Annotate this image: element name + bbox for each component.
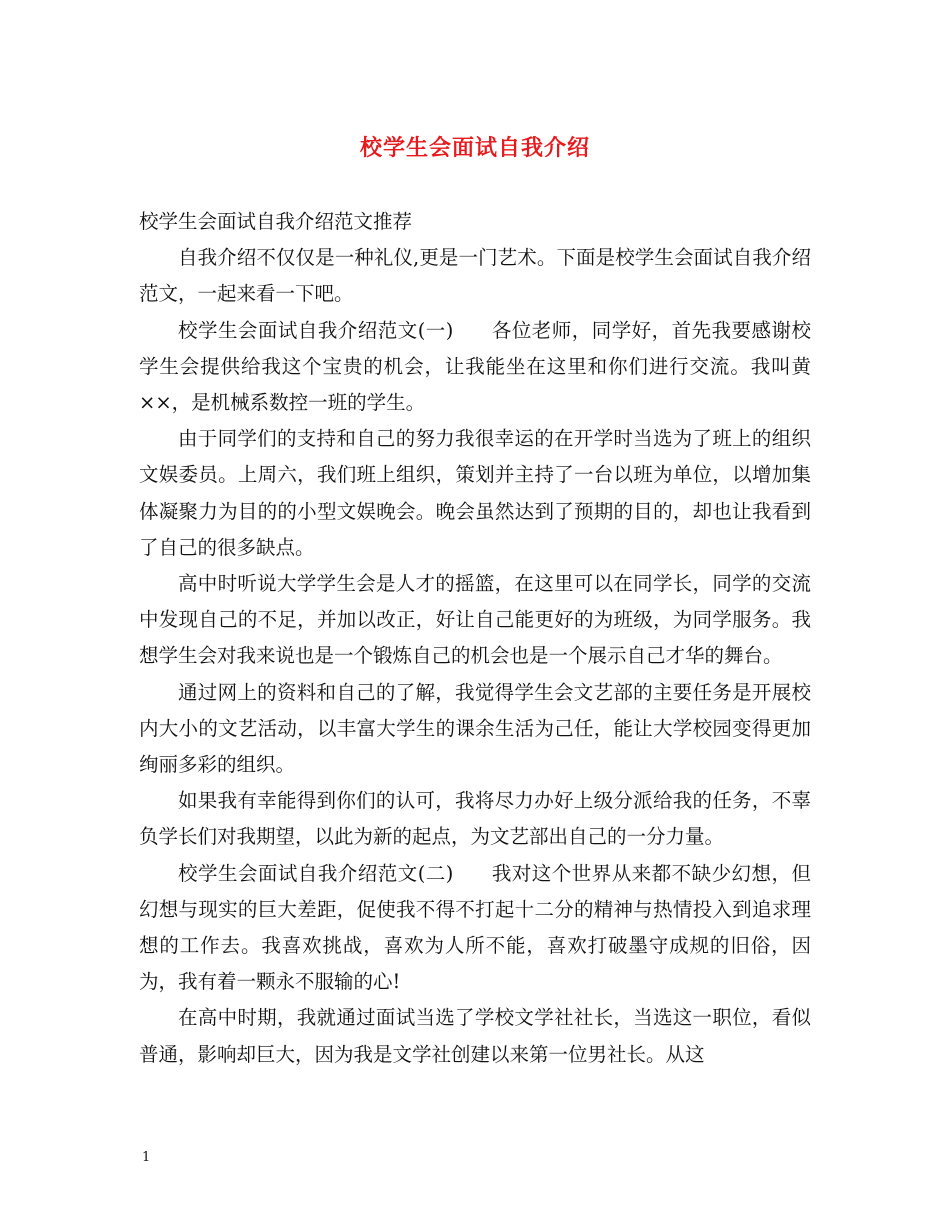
intro-paragraph: 自我介绍不仅仅是一种礼仪,更是一门艺术。下面是校学生会面试自我介绍范文，一起来看一下吧。 <box>139 246 811 306</box>
sample1-paragraph-4: 通过网上的资料和自己的了解，我觉得学生会文艺部的主要任务是开展校内大小的文艺活动，以丰富大学生的课余生活为己任，能让大学校园变得更加绚丽多彩的组织。 <box>139 680 811 777</box>
sample2-text-1: 我对这个世界从来都不缺少幻想，但幻想与现实的巨大差距，促使我不得不打起十二分的精神与热情投入到追求理想的工作去。我喜欢挑战，喜欢为人所不能，喜欢打破墨守成规的旧俗，因为，我有着一颗永不服输的心! <box>139 861 811 994</box>
sample1-paragraph-3: 高中时听说大学学生会是人才的摇篮，在这里可以在同学长，同学的交流中发现自己的不足，并加以改正，好让自己能更好的为班级，为同学服务。我想学生会对我来说也是一个锻炼自己的机会也是一个展示自己才华的舞台。 <box>139 572 811 668</box>
sample2-paragraph-2: 在高中时期，我就通过面试当选了学校文学社社长，当选这一职位，看似普通，影响却巨大，因为我是文学社创建以来第一位男社长。从这 <box>139 1006 811 1066</box>
sample1-heading: 校学生会面试自我介绍范文(一) <box>178 318 454 342</box>
document-body <box>139 204 811 1073</box>
sample1-paragraph-1 <box>139 313 811 422</box>
page-number: 1 <box>142 1150 151 1165</box>
subtitle: 校学生会面试自我介绍范文推荐 <box>139 210 413 233</box>
sample1-paragraph-2: 由于同学们的支持和自己的努力我很幸运的在开学时当选为了班上的组织文娱委员。上周六，我们班上组织，策划并主持了一台以班为单位，以增加集体凝聚力为目的的小型文娱晚会。晚会虽然达到了预期的目的，却也让我看到了自己的很多缺点。 <box>139 427 811 559</box>
sample2-heading: 校学生会面试自我介绍范文(二) <box>178 861 454 885</box>
document-title: 校学生会面试自我介绍 <box>359 135 590 161</box>
sample2-paragraph-1 <box>139 856 811 1001</box>
sample1-text-1: 各位老师，同学好，首先我要感谢校学生会提供给我这个宝贵的机会，让我能坐在这里和你们进行交流。我叫黄××，是机械系数控一班的学生。 <box>139 318 811 415</box>
sample1-paragraph-5: 如果我有幸能得到你们的认可，我将尽力办好上级分派给我的任务，不辜负学长们对我期望，以此为新的起点，为文艺部出自己的一分力量。 <box>139 789 811 849</box>
